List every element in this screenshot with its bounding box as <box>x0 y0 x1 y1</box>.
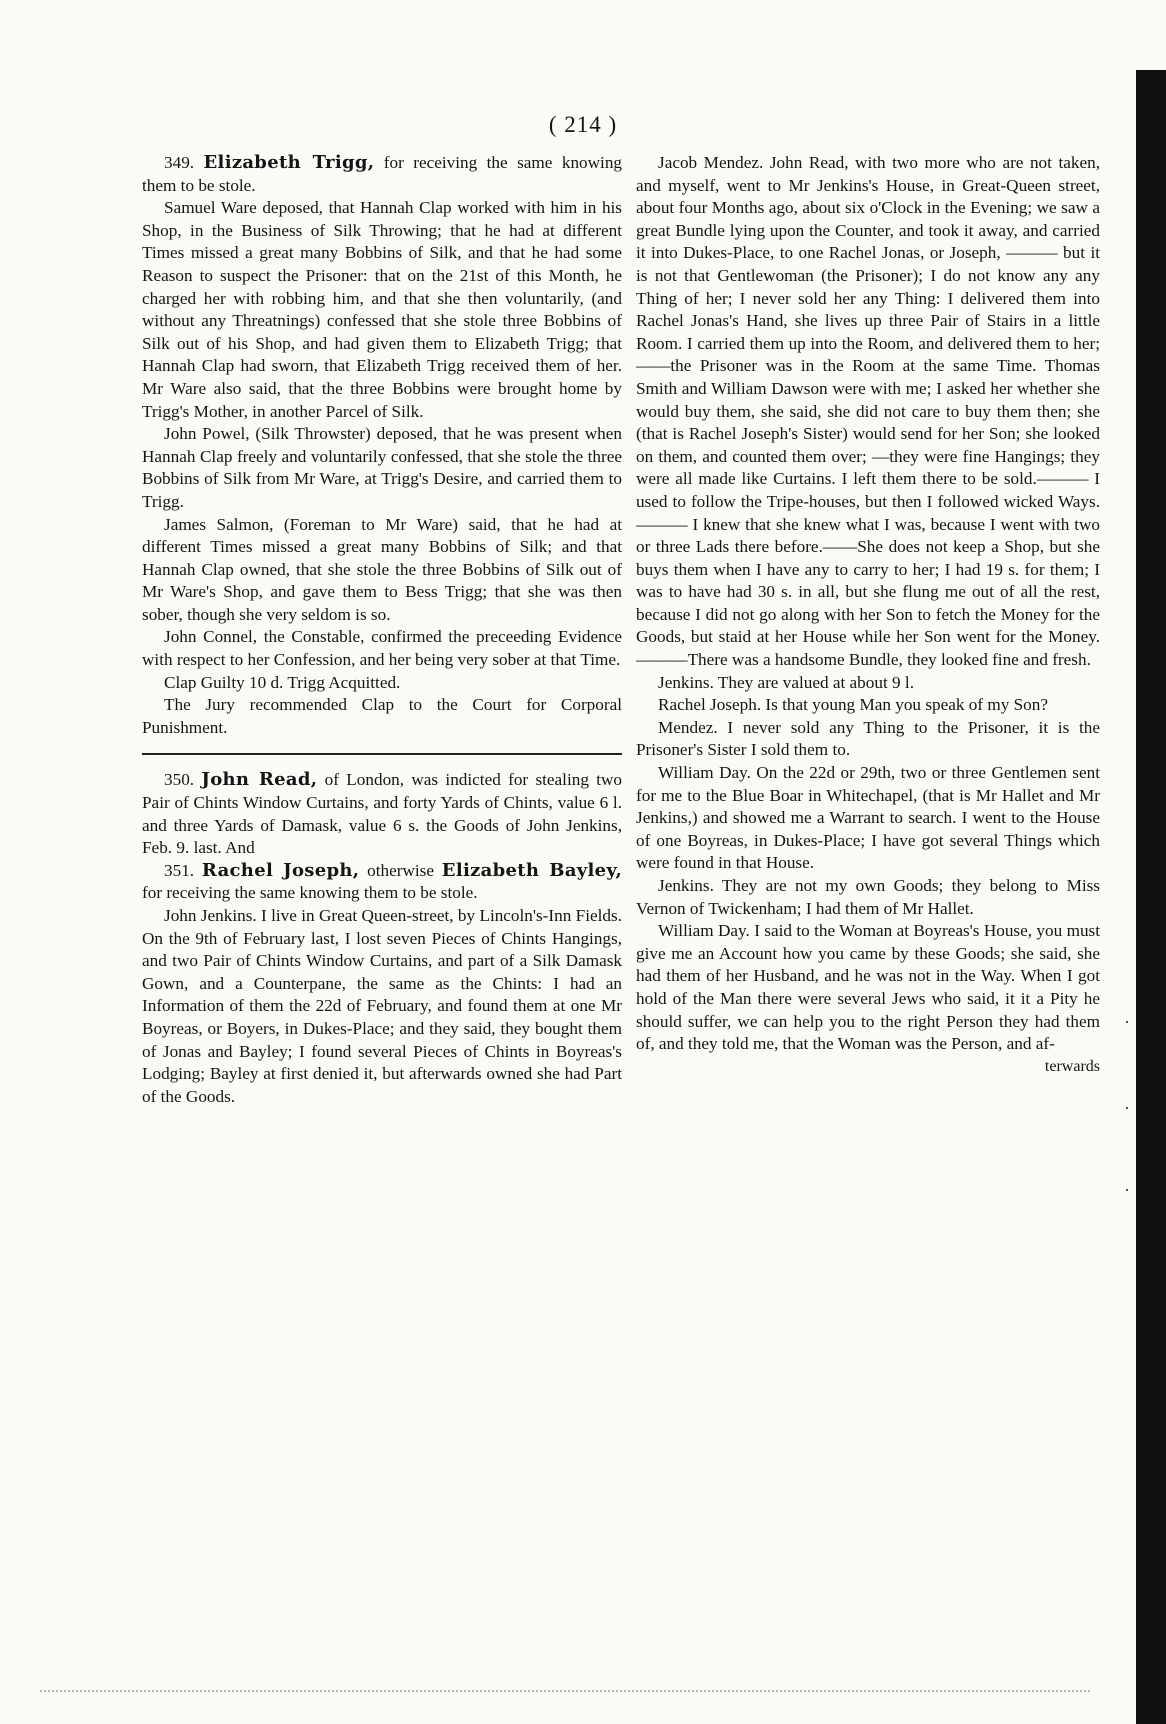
trial-number: 350. <box>164 770 195 790</box>
testimony-jenkins: John Jenkins. I live in Great Queen-street, by Lincoln's-Inn Fields. On the 9th of February last, I lost seven Pieces of Chints Hangings, and two Pair of Chints Window Curtains, and part of a Silk Damask Gown, and a Counterpane, the same as the Chints: I had an Information of them the 22d of February, and found them at one Mr Boyreas, or Boyers, in Dukes-Place; and they said, they bought them of Jonas and Bayley; I found several Pieces of Chints in Boyreas's Lodging; Bayley at first denied it, but afterwards owned she had Part of the Goods. <box>142 906 622 1106</box>
charge-text: for receiving the same knowing them to be stole. <box>142 883 478 903</box>
trial-350-heading <box>142 769 622 859</box>
defendant-name: Rachel Joseph, <box>201 859 360 881</box>
edge-speck: · <box>1124 1180 1130 1200</box>
trial-number: 351. <box>164 860 195 880</box>
testimony-connel: John Connel, the Constable, confirmed the preceeding Evidence with respect to her Confession, and her being very sober at that Time. <box>142 627 622 670</box>
testimony-mendez: Jacob Mendez. John Read, with two more who are not taken, and myself, went to Mr Jenkins's House, in Great-Queen street, about four Months ago, about six o'Clock in the Evening; we saw a great Bundle lying upon the Counter, and took it away, and carried it into Dukes-Place, to one Rachel Jonas, or Joseph, ——— but it is not that Gentlewoman (the Prisoner); I do not know any any Thing of her; I never sold her any Thing: I delivered them into Rachel Jonas's Hand, she lives up three Pair of Stairs in a little Room. I carried them up into the Room, and delivered them to her; ——the Prisoner was in the Room at the same Time. Thomas Smith and William Dawson were with me; I asked her whether she would buy them, she said, she did not care to buy them then; she (that is Rachel Joseph's Sister) would send for her Son; she looked on them, and counted them over; —they were fine Hangings; they were all made like Curtains. I left them there to be sold.——— I used to follow the Tripe-houses, but then I followed wicked Ways.——— I knew that she knew what I was, because I went with two or three Lads there before.——She does not keep a Shop, but she buys them when I have any to carry to her; I had 19 s. for them; I was to have had 30 s. in all, but she flung me out of all the rest, because I did not go along with her Son to fetch the Money for the Goods, but staid at her House while her Son went for the Money.———There was a handsome Bundle, they looked fine and fresh. <box>636 153 1100 670</box>
edge-speck: · <box>1124 1012 1130 1032</box>
scan-noise <box>40 1690 1090 1696</box>
page-number: ( 214 ) <box>548 112 618 137</box>
testimony-ware: Samuel Ware deposed, that Hannah Clap worked with him in his Shop, in the Business of Silk Throwing; that he had at different Times missed a great many Bobbins of Silk, and that he had some Reason to suspect the Prisoner: that on the 21st of this Month, he charged her with robbing him, and that she then voluntarily, (and without any Threatnings) confessed that she stole three Bobbins of Silk out of his Shop, and had given them to Elizabeth Trigg; that Hannah Clap had sworn, that Elizabeth Trigg received them of her. Mr Ware also said, that the three Bobbins were brought home by Trigg's Mother, in another Parcel of Silk. <box>142 198 622 421</box>
trial-349-heading <box>142 152 622 197</box>
left-column <box>142 152 622 1108</box>
testimony-jenkins-owner: Jenkins. They are not my own Goods; they belong to Miss Vernon of Twickenham; I had them of Mr Hallet. <box>636 876 1100 918</box>
section-divider <box>142 753 622 755</box>
page-edge-shadow <box>1136 70 1166 1724</box>
defendant-alias: Elizabeth Bayley, <box>441 859 623 881</box>
trial-number: 349. <box>164 153 195 172</box>
alias-word: otherwise <box>367 860 434 880</box>
testimony-jenkins-value: Jenkins. They are valued at about 9 l. <box>658 672 914 692</box>
verdict: Clap Guilty 10 d. Trigg Acquitted. <box>164 672 401 692</box>
testimony-powel: John Powel, (Silk Throwster) deposed, that he was present when Hannah Clap freely and voluntarily confessed, that she stole the three Bobbins of Silk from Mr Ware, at Trigg's Desire, and carried them to Trigg. <box>142 424 622 511</box>
testimony-day-continued: William Day. I said to the Woman at Boyreas's House, you must give me an Account how you came by these Goods; she said, she had them of her Husband, and he was not in the Way. When I got hold of the Man there were several Jews who said, it it a Pity he should suffer, we can help you to the right Person they had them of, and they told me, that the Woman was the Person, and af- <box>636 921 1100 1054</box>
defendant-name: Elizabeth Trigg, <box>203 152 375 173</box>
catchword: terwards <box>1044 1057 1100 1075</box>
testimony-mendez-reply: Mendez. I never sold any Thing to the Prisoner, it is the Prisoner's Sister I sold them to. <box>636 717 1100 760</box>
jury-recommendation: The Jury recommended Clap to the Court for Corporal Punishment. <box>142 695 622 737</box>
charge-text: for receiving the same knowing them to be stole. <box>142 153 623 195</box>
testimony-day: William Day. On the 22d or 29th, two or three Gentlemen sent for me to the Blue Boar in Whitechapel, (that is Mr Hallet and Mr Jenkins,) and showed me a Warrant to search. I went to the House of one Boyreas, in Dukes-Place; I have got several Things which were found in that House. <box>636 763 1100 873</box>
question-joseph: Rachel Joseph. Is that young Man you speak of my Son? <box>658 695 1049 715</box>
indictment-text: of London, was indicted for stealing two Pair of Chints Window Curtains, and forty Yards of Chints, value 6 l. and three Yards of Damask, value 6 s. the Goods of John Jenkins, Feb. 9. last. And <box>142 770 623 858</box>
defendant-name: John Read, <box>201 769 318 791</box>
right-column <box>636 152 1100 1078</box>
edge-speck: · <box>1124 1098 1130 1118</box>
testimony-salmon: James Salmon, (Foreman to Mr Ware) said, that he had at different Times missed a great many Bobbins of Silk; and that Hannah Clap owned, that she stole the three Bobbins of Silk out of Mr Ware's Shop, and gave them to Bess Trigg; that she was then sober, though she very seldom is so. <box>142 514 622 624</box>
trial-351-heading <box>142 860 622 905</box>
